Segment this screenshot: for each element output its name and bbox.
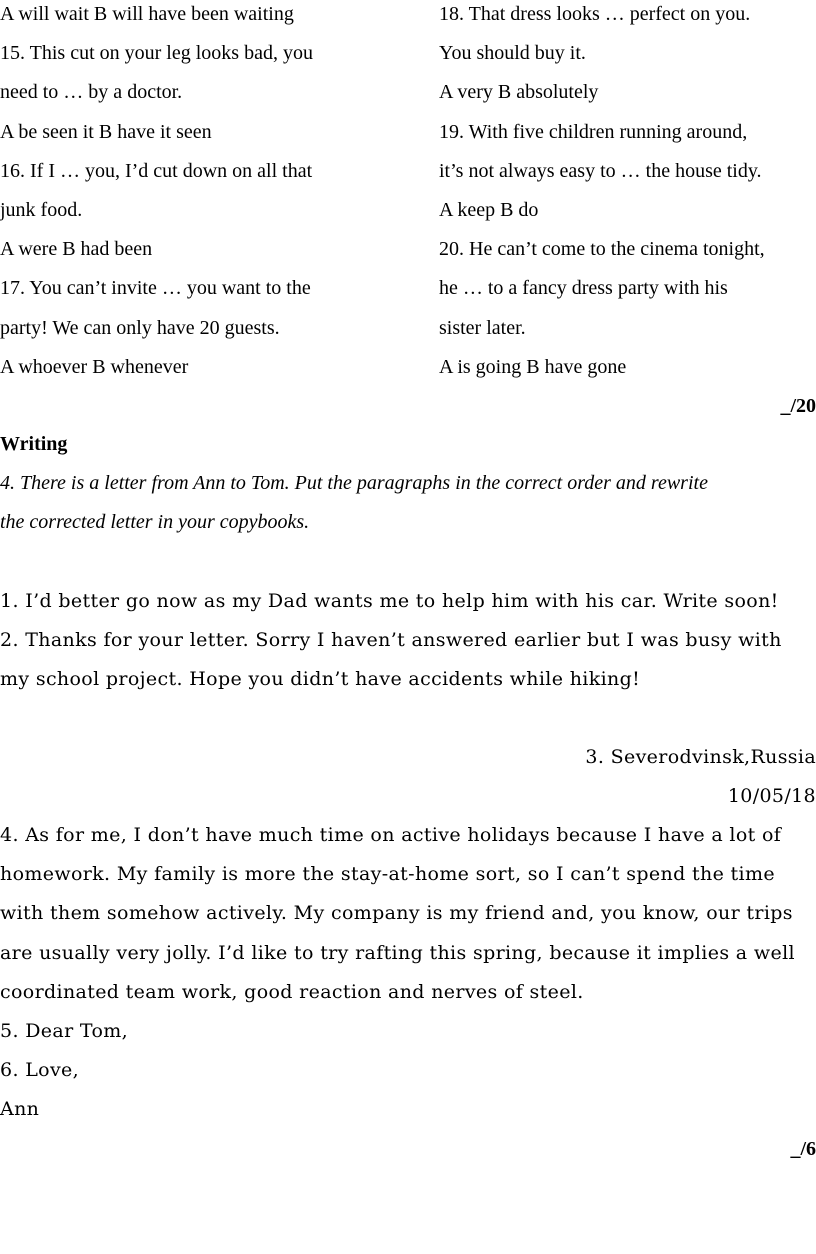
grammar-right-line: A keep B do <box>439 198 539 221</box>
paragraph-line: with them somehow actively. My company is my friend and, you know, our trips <box>0 902 793 925</box>
paragraph-line: homework. My family is more the stay-at-home sort, so I can’t spend the time <box>0 863 775 886</box>
grammar-right-column <box>439 1 816 393</box>
letter-address-block <box>0 744 816 822</box>
letter-greeting: 5. Dear Tom, <box>0 1019 128 1042</box>
paragraph-line: 1. I’d better go now as my Dad wants me to help him with his car. Write soon! <box>0 590 779 612</box>
grammar-score: _/20 <box>780 395 816 417</box>
grammar-left-line: A be seen it B have it seen <box>0 120 212 143</box>
task-instruction-line: 4. There is a letter from Ann to Tom. Put the paragraphs in the correct order and rewrite <box>0 472 708 494</box>
grammar-left-line: 15. This cut on your leg looks bad, you <box>0 42 313 65</box>
grammar-left-line: need to … by a doctor. <box>0 81 183 104</box>
grammar-left-column <box>0 1 380 393</box>
paragraph-line: are usually very jolly. I’d like to try rafting this spring, because it implies a well <box>0 941 795 964</box>
letter-closing: 6. Love, <box>0 1059 80 1082</box>
grammar-left-line: A were B had been <box>0 238 153 261</box>
paragraph-line: 4. As for me, I don’t have much time on active holidays because I have a lot of <box>0 824 782 846</box>
grammar-right-line: 20. He can’t come to the cinema tonight, <box>439 238 765 261</box>
grammar-left-line: party! We can only have 20 guests. <box>0 316 280 339</box>
grammar-right-line: 19. With five children running around, <box>439 120 748 143</box>
address-line: 3. Severodvinsk,Russia <box>585 746 816 768</box>
grammar-left-line: A will wait B will have been waiting <box>0 3 294 25</box>
grammar-right-line: A very B absolutely <box>439 81 599 104</box>
grammar-left-line: 16. If I … you, I’d cut down on all that <box>0 159 313 182</box>
grammar-right-line: A is going B have gone <box>439 355 627 378</box>
letter-paragraph-1 <box>0 588 816 706</box>
paragraph-line: coordinated team work, good reaction and nerves of steel. <box>0 980 584 1003</box>
grammar-right-line: it’s not always easy to … the house tidy. <box>439 159 762 182</box>
grammar-right-line: You should buy it. <box>439 42 586 65</box>
letter-paragraph-4 <box>0 822 816 1136</box>
date-line: 10/05/18 <box>727 785 816 808</box>
writing-task-instructions <box>0 470 816 548</box>
task-instruction-line: the corrected letter in your copybooks. <box>0 511 310 534</box>
grammar-right-line: he … to a fancy dress party with his <box>439 277 728 300</box>
grammar-left-line: 17. You can’t invite … you want to the <box>0 277 311 300</box>
paragraph-line: my school project. Hope you didn’t have accidents while hiking! <box>0 668 641 691</box>
section-heading-writing: Writing <box>0 433 68 455</box>
writing-score: _/6 <box>790 1138 816 1160</box>
grammar-left-line: junk food. <box>0 198 83 221</box>
letter-signature: Ann <box>0 1098 40 1121</box>
grammar-left-line: A whoever B whenever <box>0 355 189 378</box>
grammar-right-line: sister later. <box>439 316 526 339</box>
grammar-right-line: 18. That dress looks … perfect on you. <box>439 3 751 25</box>
paragraph-line: 2. Thanks for your letter. Sorry I haven’t answered earlier but I was busy with <box>0 629 782 652</box>
